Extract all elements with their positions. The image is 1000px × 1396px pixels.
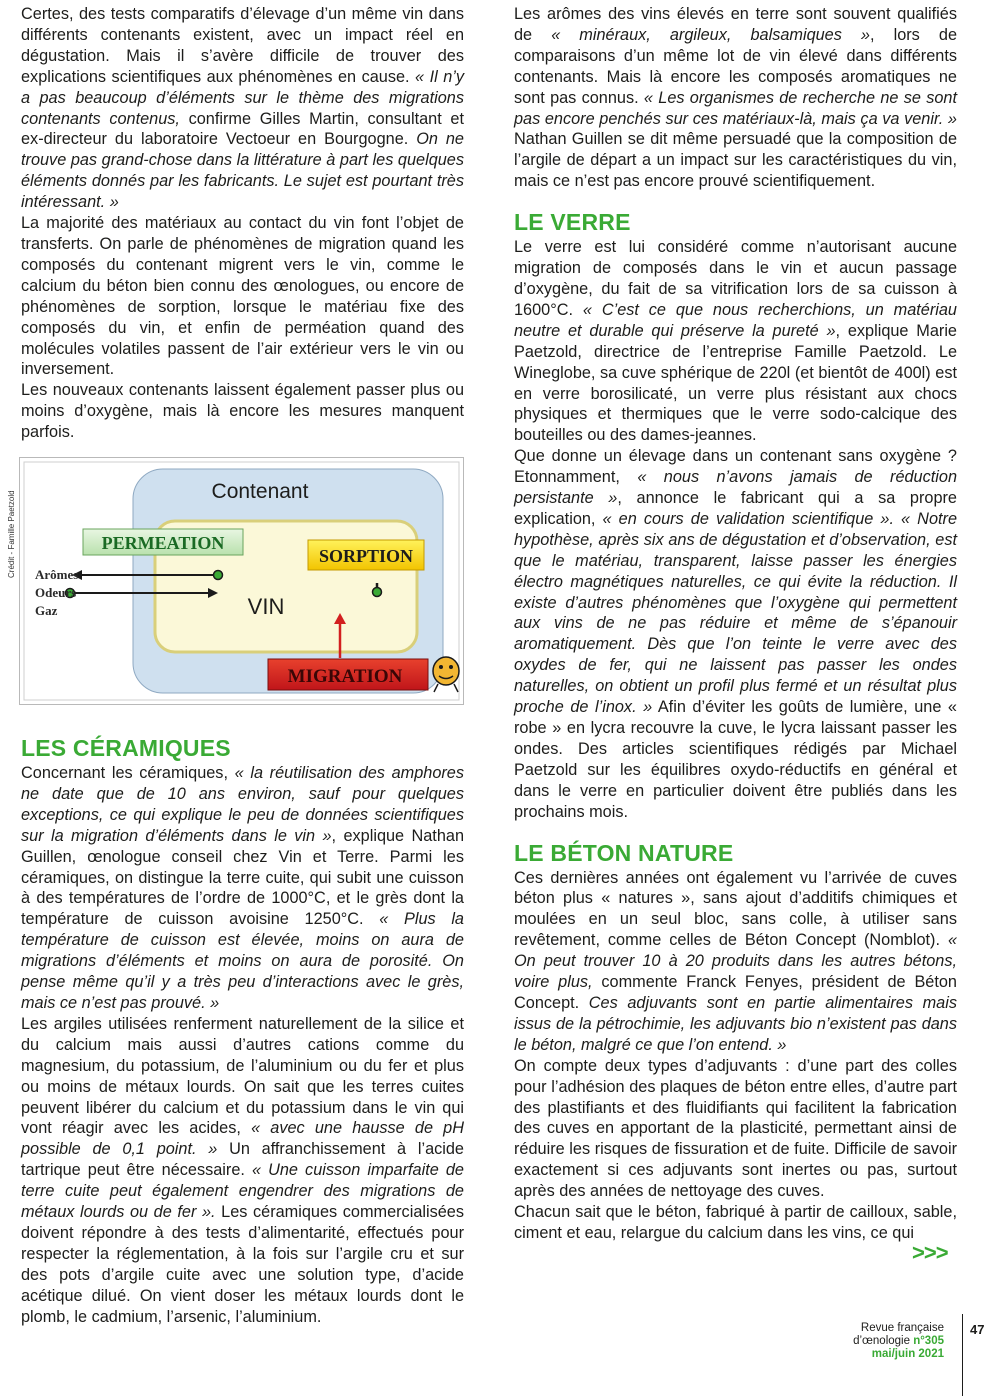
odeurs-label: Odeurs [35,585,77,601]
aromes-label: Arômes [35,567,79,583]
paragraph: Le verre est lui considéré comme n’autorisant aucune migration de composés dans le vin et aucun passage d’oxygène, du fait de sa vitrification lors de sa cuisson à 1600°C. « C’est ce que nous recherchions, un matériau neutre et durable qui préserve la pureté », explique Marie Paetzold, directrice de l’entreprise Famille Paetzold. Le Wineglobe, sa cuve sphérique de 220l (et bientôt de 400l) est en verre borosilicaté, un verre plus résistant aux chocs physiques et thermiques que le verre sodo-calcique des bouteilles ou des dames-jeannes. [514,238,957,445]
magazine-name: Revue française [860,1322,944,1334]
paragraph: Ces dernières années ont également vu l’arrivée de cuves béton plus « natures », sans ajout d’additifs chimiques et moulées en un seul bloc, sans colle, à utiliser sans revêtement, comme celles de Béton Concept (Nomblot). « On peut trouver 10 à 20 produits dans les autres bétons, voire plus, commente Franck Fenyes, président de Béton Concept. Ces adjuvants sont en partie alimentaires mais issus de la pétrochimie, les adjuvants bio n’existent pas dans le béton, malgré ce que l’on entend. » [514,868,957,1054]
section-heading-beton: LE BÉTON NATURE [514,839,734,866]
issue-date: mai/juin 2021 [871,1348,944,1360]
paragraph: Certes, des tests comparatifs d’élevage d’un même vin dans différents contenants existent, avec un impact réel en dégustation. Mais il s’avère difficile de trouver des explications scientifiques aux phénomènes en cause. « Il n’y a pas beaucoup d’éléments sur le thème des migrations contenants contenus, confirme Gilles Martin, consultant et ex-directeur du laboratoire Vectoeur en Bourgogne. On ne trouve pas grand-chose dans la littérature à part les quelques éléments donnés par les fabricants. Le sujet est pourtant très intéressant. » [21,5,465,212]
contenant-label: Contenant [211,480,309,504]
paragraph: On compte deux types d’adjuvants : d’une part des colles pour l’adhésion des plaques de béton entre elles, d’autre part des plastifiants et des fluidifiants qui facilitent la fabrication des cuves en apportant de la plasticité, permettant ainsi de réduire les risques de fissuration et de fuite. Difficile de savoir exactement si ces adjuvants sont inertes ou pas, surtout après des années de nettoyage des cuves. [514,1056,957,1201]
page-number: 47 [970,1322,985,1337]
vin-label: VIN [247,594,285,620]
paragraph: Que donne un élevage dans un contenant sans oxygène ? Etonnamment, « nous n’avons jamais de réduction persistante », annonce le fabricant qui a sa propre explication, « en cours de validation scientifique ». « Notre hypothèse, après six ans de dégustation et d’observation, est que le matériau, transparent, laisse passer les énergies électro magnétiques naturelles, ce qui évite la réduction. Il existe d’autres phénomènes que l’oxygène qui permettent aux vins de ne pas réduire et même de s’épanouir aromatiquement. Dès que l’on teinte le verre avec des oxydes de fer, qui ne laissent pas passer les ondes naturelles, on obtient un profil plus fermé et un résultat plus proche de l’inox. » Afin d’éviter les goûts de lumière, une « robe » en lycra recouvre la cuve, le lycra laissant passer les ondes. Des articles scientifiques rédigés par Michael Paetzold sur les équilibres oxydo-réductifs en général et dans le verre en particulier doivent être publiés dans les prochains mois. [514,447,957,821]
paragraph: Les arômes des vins élevés en terre sont souvent qualifiés de « minéraux, argileux, balsamiques », lors de comparaisons d’un même lot de vin élevé dans différents contenants. Mais là encore les composés aromatiques ne sont pas connus. « Les organismes de recherche ne se sont pas encore penchés sur ces matériaux-là, mais ça va venir. » Nathan Guillen se dit même persuadé que la composition de l’argile de départ a un impact sur les caractéristiques du vin, mais ce n’est pas encore prouvé scientifiquement. [514,5,957,191]
footer-divider [962,1314,963,1396]
permeation-label: PERMEATION [101,533,225,554]
permeation-dot-1 [214,571,223,580]
paragraph: Les argiles utilisées renferment naturellement de la silice et du calcium mais aussi d’autres cations comme du magnesium, du potassium, de l’aluminium ou du fer et plus ou moins de métaux lourds. On sait que les terres cuites peuvent libérer du calcium et du potassium dans le vin qui vont réagir avec les acides, « avec une hausse de pH possible de 0,1 point. » Un affranchissement à l’acide tartrique peut être nécessaire. « Une cuisson imparfaite de terre cuite peut également engendrer des migrations de métaux lourds ou de fer ». Les céramiques commercialisées doivent répondre à des tests d’alimentarité, effectués pour respecter la réglementation, à la fois sur l’argile cru et sur des pots d’argile cuite avec une solution type, d’acide acétique dilué. On vient doser les métaux lourds dont le plomb, le cadmium, l’arsenic, l’aluminium. [21,1014,464,1326]
sorption-dot [373,588,382,597]
continue-arrow-icon: >>> [912,1240,948,1265]
section-heading-ceramiques: LES CÉRAMIQUES [21,735,231,762]
sorption-label: SORPTION [318,546,414,567]
paragraph: Les nouveaux contenants laissent également passer plus ou moins d’oxygène, mais là encore les mesures manquent parfois. [21,381,464,442]
migration-label: MIGRATION [287,666,403,688]
paragraph: La majorité des matériaux au contact du vin font l’objet de transferts. On parle de phénomènes de migration quand les composés du contenant migrent vers le vin, comme le calcium du béton bien connu des œnologues, ou encore de phénomènes de sorption, lorsque le matériau fixe des composés du vin, et enfin de perméation quand des molécules volatiles passent de l’air extérieur vers le vin ou inversement. [21,214,464,379]
photo-credit: Crédit - Famille Paetzold [7,490,16,579]
right-column [514,4,957,1244]
gaz-label: Gaz [35,603,58,619]
magazine-issue-line: d’œnologie n°305 [853,1335,944,1347]
diagram-svg [20,458,463,704]
paragraph: Chacun sait que le béton, fabriqué à partir de cailloux, sable, ciment et eau, relargue du calcium dans les vins, ce qui [514,1203,957,1242]
paragraph: Concernant les céramiques, « la réutilisation des amphores ne date que de 10 ans environ, sauf pour quelques exceptions, ce qui explique le peu de données scientifiques sur la migration d’éléments dans le vin », explique Nathan Guillen, œnologue conseil chez Vin et Terre. Parmi les céramiques, on distingue la terre cuite, qui subit une cuisson à des températures de l’ordre de 1000°C, et le grès dont la température de cuisson avoisine 1250°C. « Plus la température de cuisson est élevée, moins on aura de migrations d’éléments et moins on aura de porosité. On pense même qu’il y a très peu d’interactions avec le grès, mais ce n’est pas prouvé. » [21,764,464,1012]
magazine-info [853,1322,944,1361]
section-heading-verre: LE VERRE [514,209,631,236]
issue-number: n°305 [913,1335,944,1347]
container-diagram [7,457,464,705]
left-column [7,4,465,1328]
